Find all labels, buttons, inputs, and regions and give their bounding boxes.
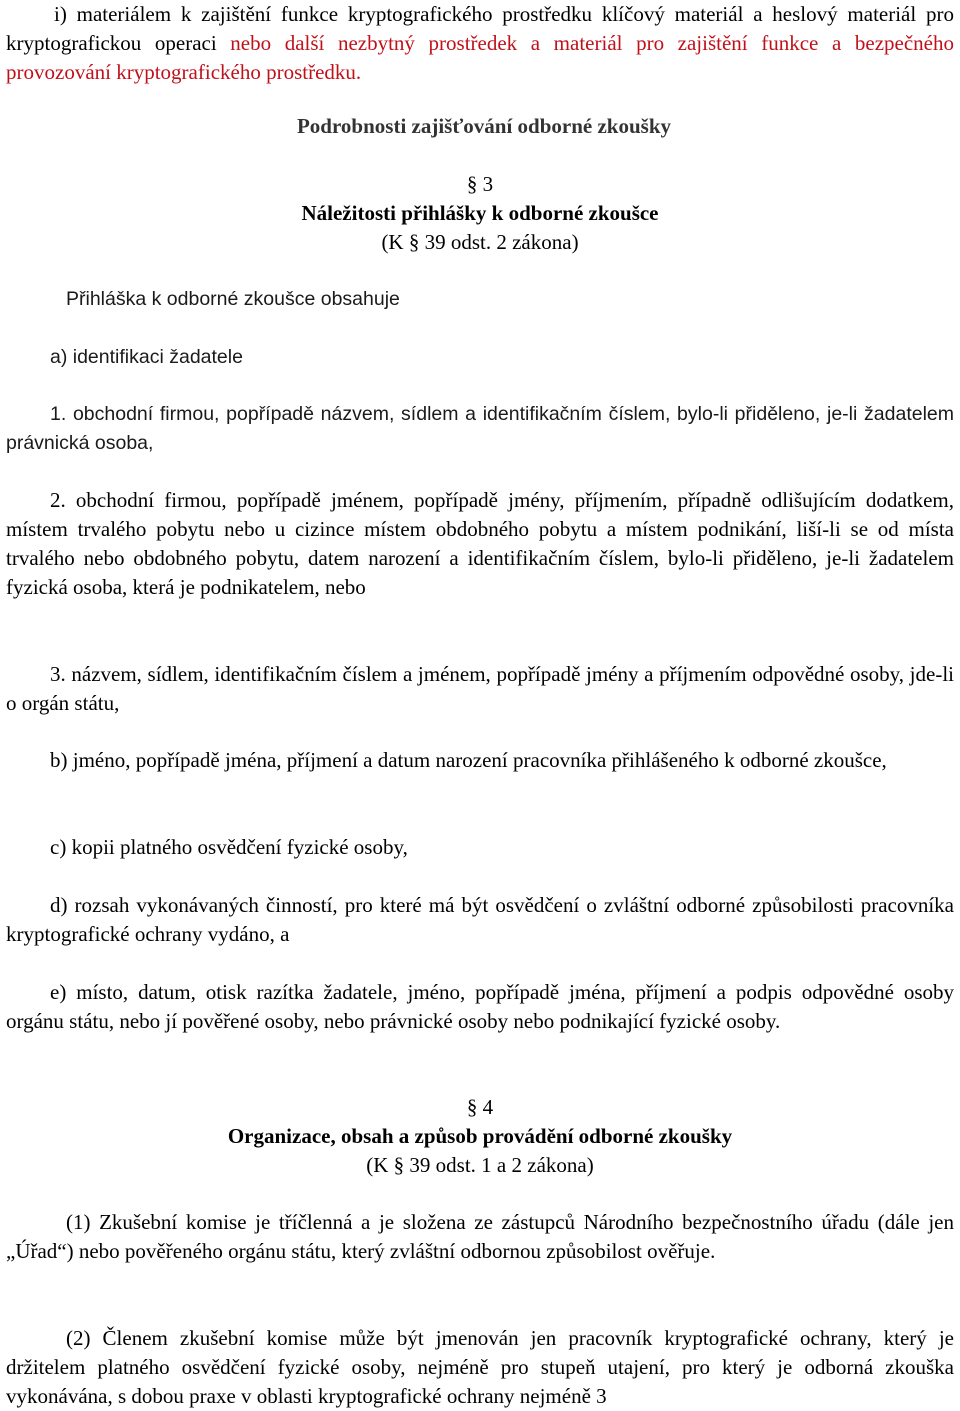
item-a — [50, 343, 960, 372]
item-d-text: d) rozsah vykonávaných činností, pro které má být osvědčení o zvláštní odborné způsobilosti pracovníka kryptografické ochrany vydáno, a — [6, 893, 954, 946]
section-3-title: Náležitosti přihlášky k odborné zkoušce — [301, 201, 659, 225]
section-4-title: Organizace, obsah a způsob provádění odborné zkoušky — [227, 1124, 733, 1148]
item-c — [6, 833, 954, 862]
item-e — [6, 978, 954, 1036]
item-e-text: e) místo, datum, otisk razítka žadatele, jméno, popřípadě jména, příjmení a podpis odpovědné osoby orgánu státu, nebo jí pověřené osoby, nebo právnické osoby nebo podnikající fyzické osoby. — [6, 980, 954, 1033]
part-title: Podrobnosti zajišťování odborné zkoušky — [296, 114, 672, 138]
paragraph-2-text: (2) Členem zkušební komise může být jmenován jen pracovník kryptografické ochrany, který je držitelem platného osvědčení fyzické osoby, nejméně pro stupeň utajení, pro který je odborná zkouška vykonávána, s dobou praxe v oblasti kryptografické ochrany nejméně 3 — [6, 1326, 954, 1408]
item-d — [6, 891, 954, 949]
section-3-number: § 3 — [466, 172, 494, 196]
subitem-3 — [6, 660, 954, 718]
application-lead — [66, 285, 960, 314]
intro-amendment-text: nebo další nezbytný prostředek a materiál pro zajištění funkce a bezpečného provozování kryptografického prostředku — [6, 31, 954, 84]
intro-paragraph — [6, 0, 954, 87]
subitem-3-text: 3. názvem, sídlem, identifikačním číslem a jménem, popřípadě jmény a příjmením odpovědné osoby, jde-li o orgán státu, — [6, 662, 954, 715]
section-3-reference: (K § 39 odst. 2 zákona) — [381, 230, 579, 254]
paragraph-2 — [6, 1324, 954, 1411]
section-4-number: § 4 — [466, 1095, 494, 1119]
subitem-1 — [6, 400, 954, 458]
intro-end: . — [355, 60, 362, 84]
subitem-2 — [6, 486, 954, 602]
application-lead-text: Přihláška k odborné zkoušce obsahuje — [66, 288, 400, 310]
paragraph-1-text: (1) Zkušební komise je tříčlenná a je složena ze zástupců Národního bezpečnostního úřadu (dále jen „Úřad“) nebo pověřeného orgánu státu, který zvláštní odbornou způsobilost ověřuje. — [6, 1210, 954, 1263]
item-a-text: a) identifikaci žadatele — [50, 346, 243, 368]
paragraph-1 — [6, 1208, 954, 1266]
item-c-text: c) kopii platného osvědčení fyzické osoby, — [50, 835, 408, 859]
item-b-text: b) jméno, popřípadě jména, příjmení a datum narození pracovníka přihlášeného k odborné zkoušce, — [50, 748, 887, 772]
subitem-2-text: 2. obchodní firmou, popřípadě jménem, popřípadě jmény, příjmením, případně odlišujícím dodatkem, místem trvalého pobytu nebo u cizince místem obdobného pobytu a místem podnikání, liší-li se od místa trvalého nebo obdobného pobytu, datem narození a identifikačním číslem, bylo-li přiděleno, je-li žadatelem fyzická osoba, která je podnikatelem, nebo — [6, 488, 954, 599]
item-b — [6, 746, 954, 775]
intro-text: i) materiálem k zajištění funkce kryptografického prostředku klíčový materiál a heslový materiál pro kryptografickou operaci — [6, 2, 954, 55]
subitem-1-text: 1. obchodní firmou, popřípadě názvem, sídlem a identifikačním číslem, bylo-li přiděleno, je-li žadatelem právnická osoba, — [6, 403, 954, 454]
section-4-reference: (K § 39 odst. 1 a 2 zákona) — [366, 1153, 594, 1177]
